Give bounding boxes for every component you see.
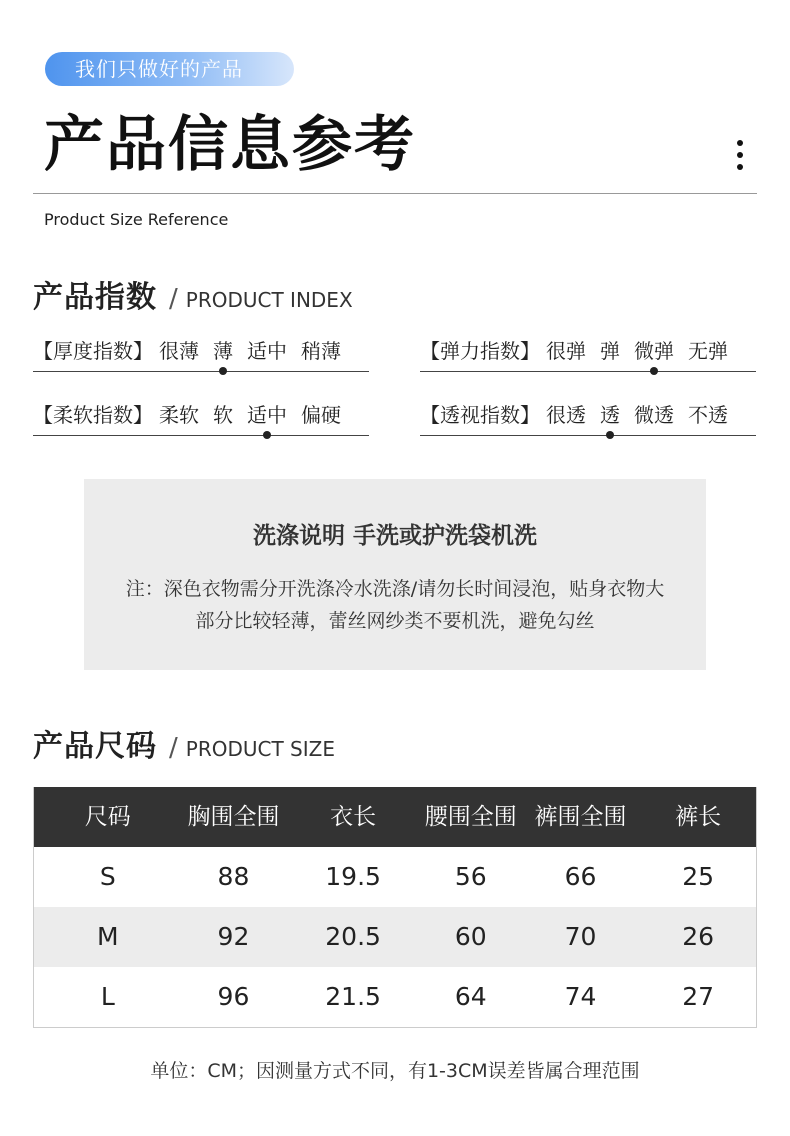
header-cell: 裤围全围 (534, 804, 627, 830)
table-cell: 64 (454, 982, 487, 1011)
wash-instructions-box (84, 479, 706, 670)
table-row (34, 967, 756, 1027)
size-section-title: 产品尺码 (33, 729, 157, 764)
index-scale-line (420, 435, 756, 436)
index-option: 适中 (247, 339, 287, 363)
index-row-softness (33, 400, 369, 440)
table-cell: 20.5 (325, 922, 381, 951)
table-cell: 21.5 (325, 982, 381, 1011)
page-title: 产品信息参考 (44, 110, 416, 180)
index-option: 很弹 (546, 339, 586, 363)
index-label: 【厚度指数】 (33, 339, 153, 363)
header-cell: 尺码 (84, 804, 131, 830)
wash-note-line-2: 部分比较轻薄，蕾丝网纱类不要机洗，避免勾丝 (195, 610, 595, 632)
more-vertical-icon[interactable] (733, 140, 747, 176)
table-cell: S (99, 862, 116, 891)
heading-slash: / (169, 733, 178, 763)
index-label: 【透视指数】 (420, 403, 540, 427)
table-cell: 60 (454, 922, 487, 951)
table-cell: 25 (682, 862, 715, 891)
index-option: 透 (600, 403, 620, 427)
index-option: 柔软 (159, 403, 199, 427)
table-cell: 66 (564, 862, 597, 891)
index-option: 软 (213, 403, 233, 427)
table-cell: L (100, 982, 115, 1011)
size-table (33, 787, 757, 1028)
size-section-heading (33, 721, 335, 765)
index-row-text (33, 400, 355, 430)
table-cell: 88 (217, 862, 250, 891)
table-cell: 92 (217, 922, 250, 951)
page-subtitle: Product Size Reference (44, 210, 229, 229)
index-row-text (420, 336, 742, 366)
index-option: 很透 (546, 403, 586, 427)
wash-title: 洗涤说明 手洗或护洗袋机洗 (252, 523, 537, 549)
header-divider (33, 193, 757, 194)
index-selected-dot (263, 431, 271, 439)
index-section-title: 产品指数 (33, 280, 157, 315)
index-option: 稍薄 (301, 339, 341, 363)
heading-slash: / (169, 284, 178, 314)
wash-note (104, 573, 686, 637)
index-option: 不透 (688, 403, 728, 427)
index-option: 偏硬 (301, 403, 341, 427)
index-selected-dot (650, 367, 658, 375)
table-cell: 26 (682, 922, 715, 951)
index-option: 微弹 (634, 339, 674, 363)
index-section-heading (33, 272, 353, 316)
index-selected-dot (219, 367, 227, 375)
index-row-elasticity (420, 336, 756, 376)
table-row (34, 907, 756, 967)
index-section-title-en: PRODUCT INDEX (185, 288, 353, 312)
table-cell: 70 (564, 922, 597, 951)
wash-note-line-1: 注：深色衣物需分开洗涤冷水洗涤/请勿长时间浸泡，贴身衣物大 (125, 578, 665, 600)
header-cell: 衣长 (330, 804, 377, 830)
index-scale-line (33, 371, 369, 372)
header-cell: 裤长 (675, 804, 722, 830)
index-option: 很薄 (159, 339, 199, 363)
index-option: 弹 (600, 339, 620, 363)
table-row (34, 847, 756, 907)
index-selected-dot (606, 431, 614, 439)
size-table-header (34, 787, 756, 847)
index-label: 【柔软指数】 (33, 403, 153, 427)
slogan-pill: 我们只做好的产品 (45, 52, 294, 86)
index-row-transparency (420, 400, 756, 440)
index-option: 适中 (247, 403, 287, 427)
table-cell: 96 (217, 982, 250, 1011)
unit-note: 单位：CM；因测量方式不同，有1-3CM误差皆属合理范围 (150, 1060, 640, 1082)
header-cell: 腰围全围 (424, 804, 517, 830)
index-row-text (420, 400, 742, 430)
header-cell: 胸围全围 (187, 804, 280, 830)
index-scale-line (33, 435, 369, 436)
index-option: 微透 (634, 403, 674, 427)
index-label: 【弹力指数】 (420, 339, 540, 363)
index-row-thickness (33, 336, 369, 376)
size-section-title-en: PRODUCT SIZE (185, 737, 335, 761)
index-option: 无弹 (688, 339, 728, 363)
index-row-text (33, 336, 355, 366)
table-cell: 74 (564, 982, 597, 1011)
table-cell: 27 (682, 982, 715, 1011)
table-cell: 19.5 (325, 862, 381, 891)
index-option: 薄 (213, 339, 233, 363)
table-cell: 56 (454, 862, 487, 891)
table-cell: M (97, 922, 119, 951)
index-scale-line (420, 371, 756, 372)
